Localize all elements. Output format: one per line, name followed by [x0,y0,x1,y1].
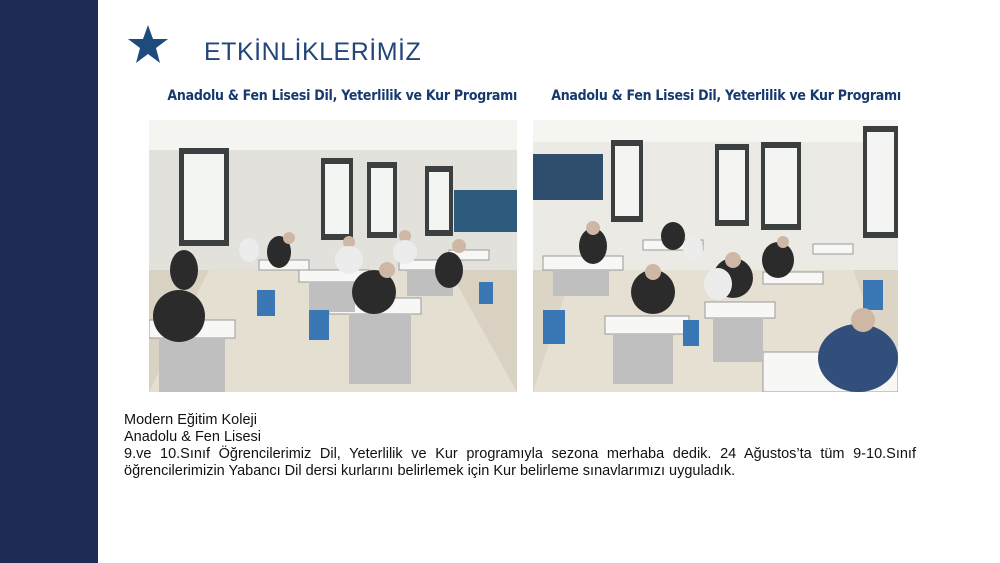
school-type: Anadolu & Fen Lisesi [124,429,262,445]
activity-paragraph: 9.ve 10.Sınıf Öğrencilerimiz Dil, Yeterlilik ve Kur programıyla sezona merhaba dedik. 24 Ağustos’ta tüm 9-10.Sınıf öğrencilerimizin Yabancı Dil dersi kurlarını belirlemek için Kur belirleme sınavlarımızı uyguladık. [124,446,916,479]
photo-caption: Anadolu & Fen Lisesi Dil, Yeterlilik ve Kur Programı [551,88,901,104]
classroom-photo [149,120,517,392]
school-name: Modern Eğitim Koleji [124,412,257,428]
star-icon [127,24,169,64]
page-title: ETKİNLİKLERİMİZ [204,38,422,66]
side-accent-bar [0,0,98,563]
activity-description [124,412,916,480]
classroom-photo [533,120,898,392]
photo-caption: Anadolu & Fen Lisesi Dil, Yeterlilik ve Kur Programı [167,88,518,104]
photo-card-1 [149,74,517,392]
photo-card-2 [533,74,901,392]
